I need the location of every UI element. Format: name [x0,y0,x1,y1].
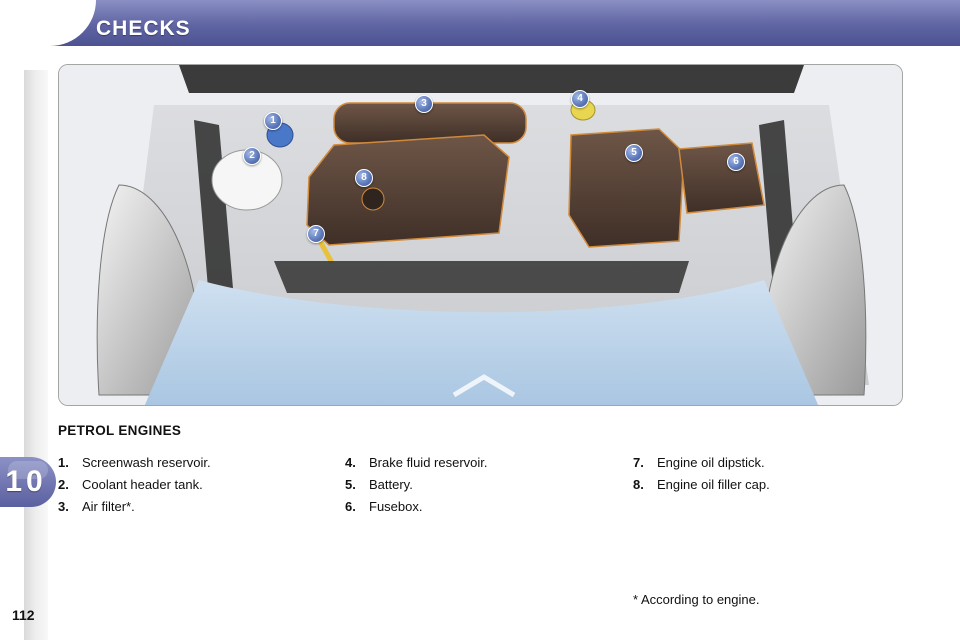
list-item [633,455,765,470]
item-label: Brake fluid reservoir. [369,455,488,470]
callout-6: 6 [727,153,745,171]
list-item [633,477,770,492]
list-item [58,477,203,492]
side-strip [24,70,48,640]
item-number: 5. [345,477,356,492]
item-label: Engine oil filler cap. [657,477,770,492]
engine-compartment-illustration [58,64,903,406]
item-number: 2. [58,477,69,492]
item-label: Engine oil dipstick. [657,455,765,470]
callout-7: 7 [307,225,325,243]
item-number: 7. [633,455,644,470]
page-title: CHECKS [96,17,191,40]
callout-4: 4 [571,90,589,108]
item-number: 4. [345,455,356,470]
item-label: Battery. [369,477,413,492]
callout-2: 2 [243,147,261,165]
item-number: 3. [58,499,69,514]
item-label: Fusebox. [369,499,423,514]
callout-5: 5 [625,144,643,162]
item-label: Coolant header tank. [82,477,203,492]
engine-bay-drawing [59,65,903,406]
footnote: * According to engine. [633,592,760,607]
list-item [345,477,413,492]
section-heading: PETROL ENGINES [58,423,182,438]
list-item [345,455,488,470]
item-number: 8. [633,477,644,492]
chapter-number: 10 [5,465,47,498]
list-item [58,499,135,514]
callout-8: 8 [355,169,373,187]
page-number: 112 [12,607,35,623]
list-item [345,499,422,514]
item-label: Air filter*. [82,499,135,514]
item-number: 1. [58,455,69,470]
callout-3: 3 [415,95,433,113]
item-number: 6. [345,499,356,514]
list-item [58,455,211,470]
item-label: Screenwash reservoir. [82,455,211,470]
callout-1: 1 [264,112,282,130]
